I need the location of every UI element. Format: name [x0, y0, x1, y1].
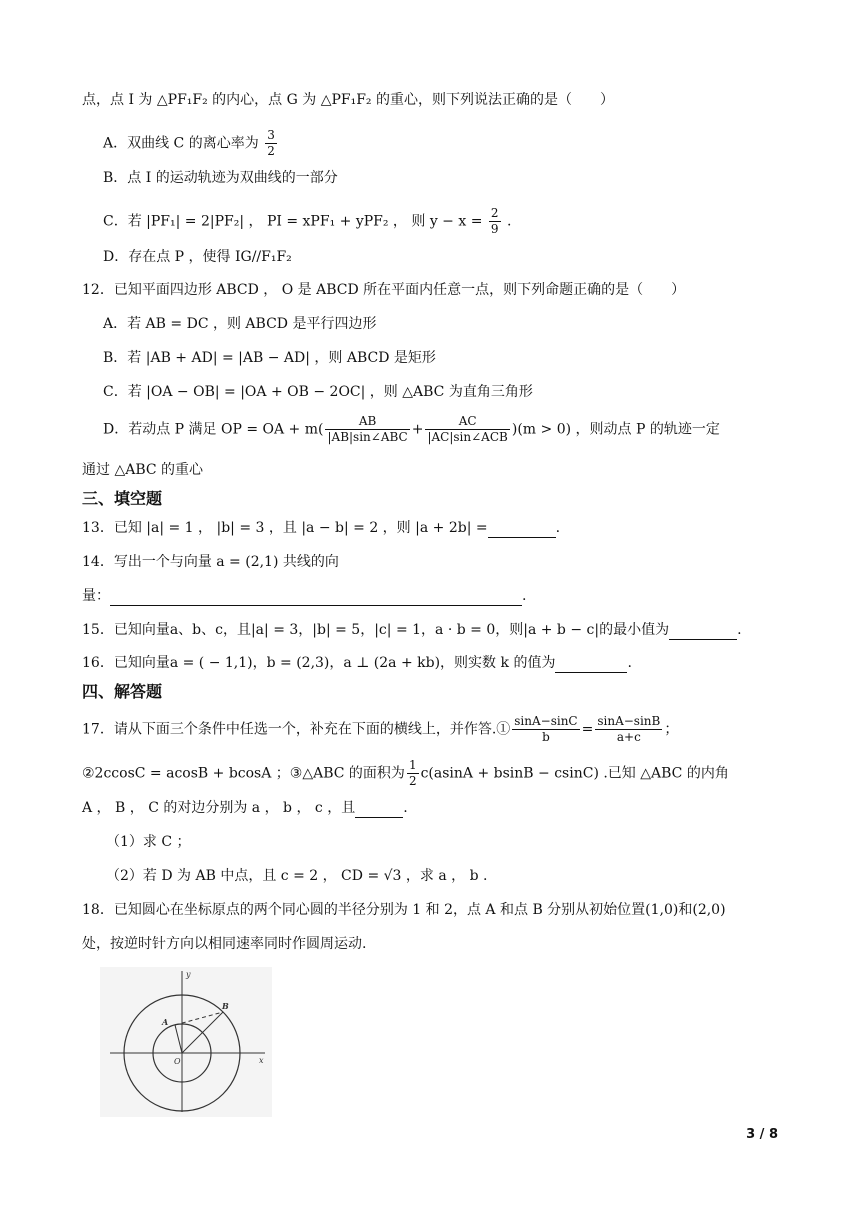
q17-line2: ②2ccosC = acosB + bcosA ；③△ABC 的面积为 $\frac{1}{2}$ c(asinA + bsinB − csinC) .已知 △ABC 的内角 [82, 758, 729, 788]
fraction: $\frac{3}{2}$ [267, 128, 275, 158]
q18-line1: 18．已知圆心在坐标原点的两个同心圆的半径分别为 1 和 2，点 A 和点 B 分别从初始位置(1,0)和(2,0) [82, 902, 726, 918]
x-label: x [259, 1056, 264, 1065]
fraction: $\frac{\sin A-\sin B}{a+c}$ [597, 714, 661, 744]
answer-blank[interactable] [488, 523, 556, 538]
page-number: 3 / 8 [746, 1127, 778, 1142]
y-label: y [186, 970, 191, 979]
fraction: $\frac{1}{2}$ [408, 758, 417, 788]
answer-blank[interactable] [669, 625, 737, 640]
figure-background [100, 967, 272, 1117]
section-heading-fill-in: 三、填空题 [82, 489, 163, 508]
q13: 13．已知 |a| = 1 ， |b| = 3 ，且 |a − b| = 2 ，则 |a + 2b| = . [82, 520, 561, 536]
q16: 16．已知向量a = ( − 1,1)，b = (2,3)，a ⊥ (2a + kb)，则实数 k 的值为 . [82, 655, 632, 671]
q18-line2: 处，按逆时针方向以相同速率同时作圆周运动. [82, 936, 367, 952]
concentric-circles-figure [100, 967, 272, 1117]
q11-stem: 点，点 I 为 △PF₁F₂ 的内心，点 G 为 △PF₁F₂ 的重心，则下列说法正确的是（ ） [82, 92, 614, 108]
point-b-label: B [222, 1001, 229, 1011]
q12-stem: 12．已知平面四边形 ABCD ， O 是 ABCD 所在平面内任意一点，则下列命题正确的是（ ） [82, 282, 686, 298]
q11-option-a: A．双曲线 C 的离心率为 $\frac{3}{2}$ [103, 128, 275, 158]
answer-blank[interactable] [355, 803, 403, 818]
fraction: $\frac{AB}{\text{|AB|sin∠ABC}}$ [327, 414, 408, 444]
q14-line2: 量： . [82, 588, 527, 604]
section-heading-answers: 四、解答题 [82, 682, 163, 701]
q17-part2: （2）若 D 为 AB 中点，且 c = 2 ， CD = √3 ，求 a ， b . [106, 868, 488, 884]
q12-option-d-continued: 通过 △ABC 的重心 [82, 462, 204, 478]
point-a-label: A [162, 1017, 169, 1027]
q11-option-d: D．存在点 P ，使得 IG//F₁F₂ [103, 249, 292, 265]
q17-line1: 17．请从下面三个条件中任选一个，补充在下面的横线上，并作答.① $\frac{\sin A-\sin C}{b}$ = $\frac{\sin A-\sin B}{a+c}$ ； [82, 714, 679, 744]
q11-option-b: B．点 I 的运动轨迹为双曲线的一部分 [103, 170, 338, 186]
fraction: $\frac{2}{9}$ [490, 206, 499, 236]
q12-option-c: C．若 |OA − OB| = |OA + OB − 2OC| ，则 △ABC 为直角三角形 [103, 384, 533, 400]
q11-option-c: C．若 |PF₁| = 2|PF₂| ， PI = xPF₁ + yPF₂ ， 则 y − x = $\frac{2}{9}$ . [103, 206, 512, 236]
q12-option-b: B．若 |AB + AD| = |AB − AD| ，则 ABCD 是矩形 [103, 350, 436, 366]
q17-line3: A ， B ， C 的对边分别为 a ， b ， c ，且 . [82, 800, 408, 816]
q12-option-d: D．若动点 P 满足 OP = OA + m( $\frac{AB}{\text{|AB|sin∠ABC}}$ + $\frac{AC}{\text{|AC|sin∠ACB}}$ )(m > 0) ，则动点 P 的轨迹一定 [103, 414, 720, 444]
q15: 15．已知向量a、b、c，且|a| = 3，|b| = 5，|c| = 1，a · b = 0，则|a + b − c|的最小值为 . [82, 622, 742, 638]
q12-option-a: A．若 AB = DC ，则 ABCD 是平行四边形 [103, 316, 377, 332]
fraction: $\frac{\sin A-\sin C}{b}$ [514, 714, 578, 744]
fraction: $\frac{AC}{\text{|AC|sin∠ACB}}$ [427, 414, 508, 444]
answer-blank[interactable] [555, 658, 627, 673]
origin-label: O [174, 1057, 181, 1066]
q17-part1: （1）求 C ； [106, 834, 191, 850]
answer-blank[interactable] [110, 591, 522, 606]
q14-line1: 14．写出一个与向量 a = (2,1) 共线的向 [82, 554, 339, 570]
